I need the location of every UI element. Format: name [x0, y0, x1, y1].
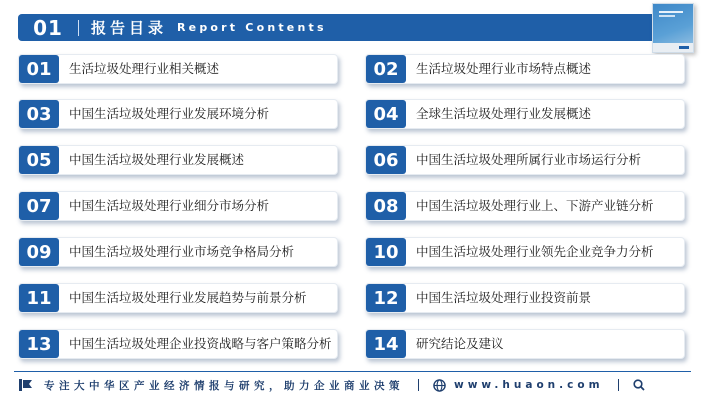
toc-item-10[interactable]	[365, 237, 685, 267]
toc-item-label: 中国生活垃圾处理行业发展趋势与前景分析	[69, 290, 307, 305]
toc-item-number: 09	[19, 238, 59, 266]
toc-item-label: 全球生活垃圾处理行业发展概述	[416, 106, 592, 121]
toc-item-number: 08	[366, 192, 406, 220]
toc-item-number: 06	[366, 146, 406, 174]
toc-item-11[interactable]	[18, 283, 338, 313]
toc-item-number: 03	[19, 100, 59, 128]
toc-item-number: 04	[366, 100, 406, 128]
toc-item-label: 中国生活垃圾处理行业领先企业竞争力分析	[416, 244, 654, 259]
toc-item-number: 11	[19, 284, 59, 312]
toc-item-number: 07	[19, 192, 59, 220]
section-header	[18, 14, 680, 41]
toc-item-06[interactable]	[365, 145, 685, 175]
report-cover-image	[652, 3, 694, 53]
toc-item-12[interactable]	[365, 283, 685, 313]
toc-item-03[interactable]	[18, 99, 338, 129]
toc-item-14[interactable]	[365, 329, 685, 359]
footer-divider-line	[14, 371, 691, 372]
toc-item-04[interactable]	[365, 99, 685, 129]
footer-slogan: 专注大中华区产业经济情报与研究，助力企业商业决策	[44, 379, 404, 392]
toc-item-number: 12	[366, 284, 406, 312]
footer-separator	[618, 379, 619, 391]
toc-item-01[interactable]	[18, 54, 338, 84]
section-number: 01	[33, 15, 63, 40]
toc-item-label: 中国生活垃圾处理所属行业市场运行分析	[416, 152, 642, 167]
footer	[18, 375, 698, 395]
toc-item-label: 中国生活垃圾处理行业市场竞争格局分析	[69, 244, 295, 259]
toc-item-number: 02	[366, 55, 406, 83]
toc-item-label: 生活垃圾处理行业相关概述	[69, 61, 220, 76]
toc-item-13[interactable]	[18, 329, 338, 359]
toc-item-05[interactable]	[18, 145, 338, 175]
toc-item-label: 中国生活垃圾处理企业投资战略与客户策略分析	[69, 336, 332, 351]
toc-item-number: 01	[19, 55, 59, 83]
search-icon[interactable]	[633, 379, 645, 391]
header-divider	[78, 20, 79, 36]
toc-item-label: 生活垃圾处理行业市场特点概述	[416, 61, 592, 76]
footer-website-link[interactable]: www.huaon.com	[454, 379, 604, 391]
section-title: 报告目录	[91, 19, 168, 37]
toc-item-number: 14	[366, 330, 406, 358]
toc-item-08[interactable]	[365, 191, 685, 221]
toc-item-number: 10	[366, 238, 406, 266]
section-subtitle: Report Contents	[177, 21, 327, 34]
footer-separator	[418, 379, 419, 391]
toc-item-label: 中国生活垃圾处理行业发展概述	[69, 152, 245, 167]
toc-item-label: 中国生活垃圾处理行业细分市场分析	[69, 198, 270, 213]
toc-item-number: 05	[19, 146, 59, 174]
toc-item-number: 13	[19, 330, 59, 358]
toc-item-label: 中国生活垃圾处理行业投资前景	[416, 290, 592, 305]
toc-item-07[interactable]	[18, 191, 338, 221]
toc-item-label: 中国生活垃圾处理行业发展环境分析	[69, 106, 270, 121]
toc-item-label: 中国生活垃圾处理行业上、下游产业链分析	[416, 198, 654, 213]
toc-item-label: 研究结论及建议	[416, 336, 504, 351]
toc-item-02[interactable]	[365, 54, 685, 84]
toc-item-09[interactable]	[18, 237, 338, 267]
globe-icon	[433, 379, 446, 392]
flag-icon	[18, 378, 34, 392]
